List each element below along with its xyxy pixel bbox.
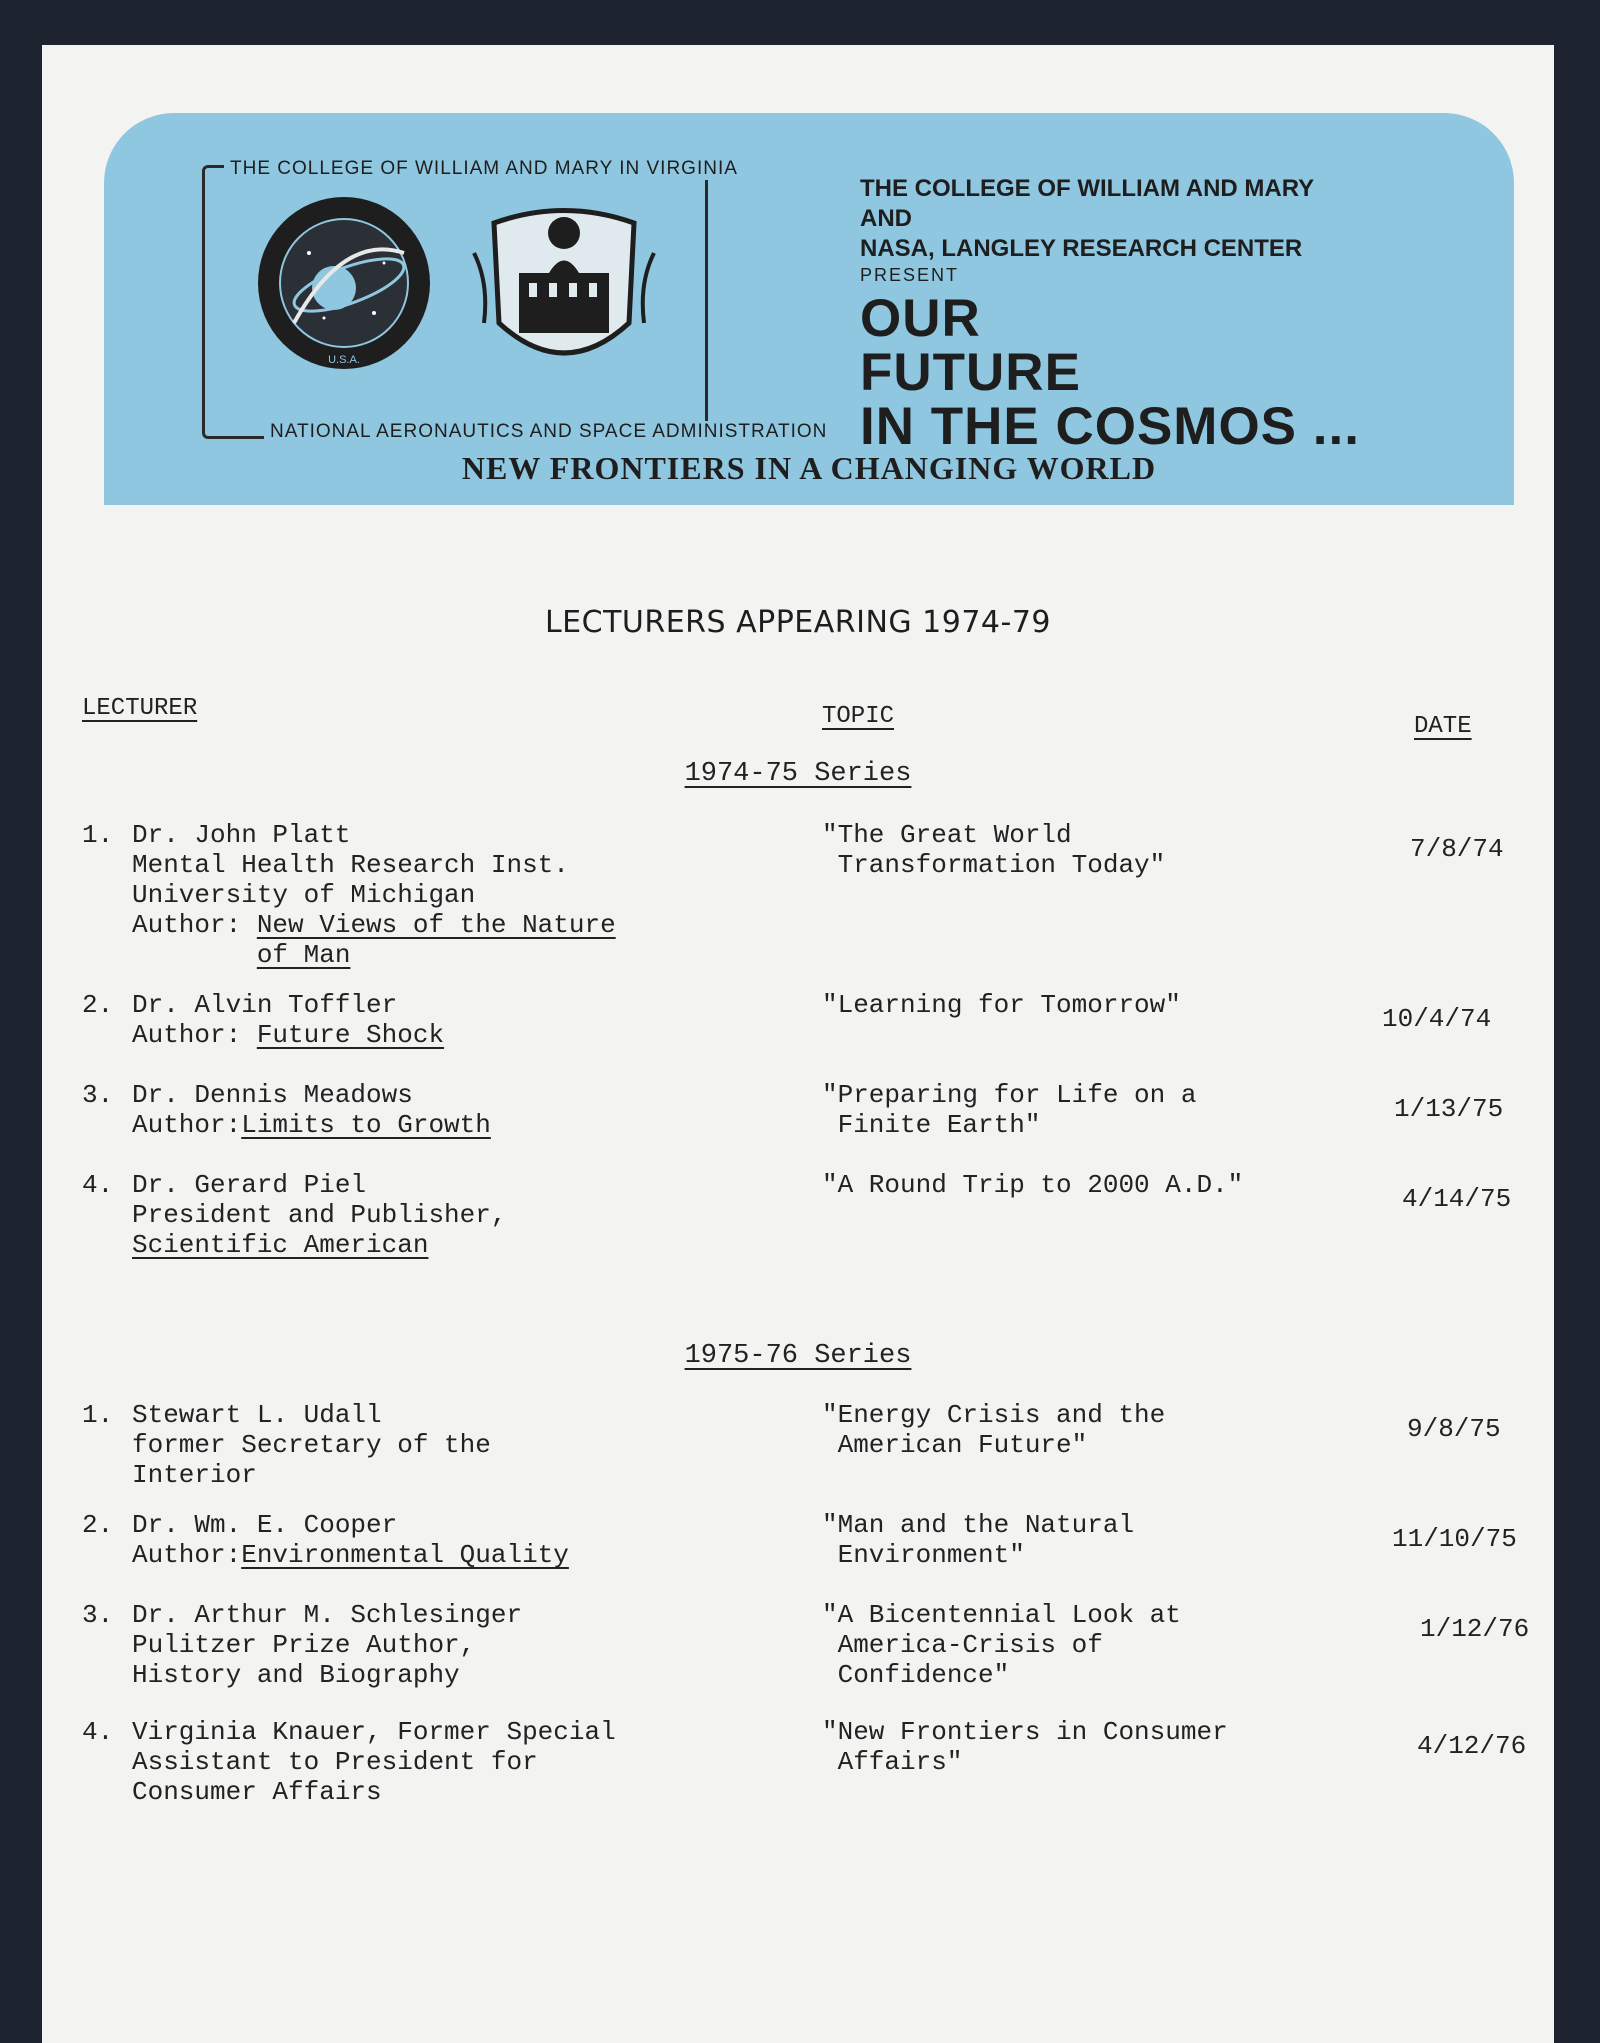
entry-number: 2.	[82, 990, 114, 1020]
lecture-topic	[822, 1600, 1181, 1690]
topic-line: American Future"	[822, 1430, 1088, 1460]
lecturer-info	[132, 1170, 506, 1260]
nasa-seal-icon	[254, 193, 434, 373]
lecturer-info	[132, 820, 616, 970]
topic-line: "Learning for Tomorrow"	[822, 990, 1181, 1020]
topic-line: "Energy Crisis and the	[822, 1400, 1166, 1430]
book-title: Environmental Quality	[241, 1540, 569, 1570]
column-header-topic: TOPIC	[822, 703, 895, 730]
topic-line: Confidence"	[822, 1660, 1010, 1690]
lecturer-info	[132, 1400, 491, 1490]
topic-line: Affairs"	[822, 1747, 963, 1777]
lecturer-line	[132, 940, 616, 970]
lecturer-line: Author:Limits to Growth	[132, 1110, 491, 1140]
event-title-line-1: OUR	[860, 289, 981, 348]
header-line-1: THE COLLEGE OF WILLIAM AND MARY	[860, 175, 1315, 202]
lecture-topic	[822, 1717, 1228, 1777]
entry-number: 4.	[82, 1170, 114, 1200]
entry-number: 3.	[82, 1600, 114, 1630]
lecturer-line: Interior	[132, 1460, 257, 1490]
lecturer-info	[132, 1717, 616, 1807]
lecturer-line: Author: Future Shock	[132, 1020, 445, 1050]
lecturer-line: Pulitzer Prize Author,	[132, 1630, 476, 1660]
topic-line: "Preparing for Life on a	[822, 1080, 1197, 1110]
lecturer-info	[132, 1600, 522, 1690]
topic-line: Transformation Today"	[822, 850, 1166, 880]
topic-line: Finite Earth"	[822, 1110, 1041, 1140]
present-label: PRESENT	[860, 265, 960, 285]
lecturer-line: Mental Health Research Inst.	[132, 850, 569, 880]
college-crest-icon	[464, 193, 664, 383]
entry-number: 3.	[82, 1080, 114, 1110]
lecture-topic	[822, 820, 1165, 880]
lecturer-line: Dr. Alvin Toffler	[132, 990, 398, 1020]
lecturer-line: Author:Environmental Quality	[132, 1540, 569, 1570]
lecture-date: 9/8/75	[1407, 1414, 1501, 1444]
book-title: Scientific American	[132, 1230, 429, 1260]
lecture-date: 4/14/75	[1402, 1184, 1512, 1214]
document-page	[42, 45, 1554, 2043]
lecture-date: 7/8/74	[1410, 834, 1504, 864]
header-banner	[104, 113, 1514, 505]
entry-number: 2.	[82, 1510, 114, 1540]
lecturer-line: former Secretary of the	[132, 1430, 491, 1460]
lecture-date: 1/13/75	[1394, 1094, 1504, 1124]
lecture-date: 11/10/75	[1392, 1524, 1517, 1554]
lecturer-line	[132, 1230, 506, 1260]
book-title: New Views of the Nature	[256, 910, 616, 940]
svg-text:U.S.A.: U.S.A.	[328, 354, 360, 366]
lecturer-line: Dr. John Platt	[132, 820, 351, 850]
topic-line: America-Crisis of	[822, 1630, 1103, 1660]
lecturer-info	[132, 1080, 491, 1140]
lecturer-line: President and Publisher,	[132, 1200, 507, 1230]
lecturer-line: Dr. Gerard Piel	[132, 1170, 367, 1200]
lecturer-line: Dr. Arthur M. Schlesinger	[132, 1600, 523, 1630]
topic-line: "New Frontiers in Consumer	[822, 1717, 1228, 1747]
topic-line: "The Great World	[822, 820, 1072, 850]
lecture-topic	[822, 1510, 1134, 1570]
book-title: Limits to Growth	[241, 1110, 491, 1140]
topic-line: "A Round Trip to 2000 A.D."	[822, 1170, 1244, 1200]
series-title: 1975-76 Series	[684, 1341, 912, 1371]
lecture-topic	[822, 990, 1181, 1020]
ring-text-top: THE COLLEGE OF WILLIAM AND MARY IN VIRGINIA	[224, 158, 744, 180]
lecturer-line: Author: New Views of the Nature	[132, 910, 616, 940]
lecturer-line: Stewart L. Udall	[132, 1400, 382, 1430]
lecture-topic	[822, 1170, 1243, 1200]
lecture-topic	[822, 1080, 1196, 1140]
column-header-lecturer: LECTURER	[82, 695, 198, 722]
book-title: of Man	[256, 940, 351, 970]
lecture-topic	[822, 1400, 1165, 1460]
ring-text-bottom: NATIONAL AERONAUTICS AND SPACE ADMINISTRATION	[264, 421, 833, 443]
lecture-date: 1/12/76	[1420, 1614, 1530, 1644]
lecturer-line: History and Biography	[132, 1660, 460, 1690]
header-line-2: AND	[860, 205, 912, 232]
lecture-date: 4/12/76	[1417, 1731, 1527, 1761]
header-line-3: NASA, LANGLEY RESEARCH CENTER	[860, 235, 1303, 262]
lecturer-line: University of Michigan	[132, 880, 476, 910]
book-title: Future Shock	[256, 1020, 445, 1050]
lecturer-line: Dr. Dennis Meadows	[132, 1080, 413, 1110]
document-title: LECTURERS APPEARING 1974-79	[544, 605, 1052, 640]
entry-number: 1.	[82, 1400, 114, 1430]
topic-line: "A Bicentennial Look at	[822, 1600, 1181, 1630]
topic-line: "Man and the Natural	[822, 1510, 1135, 1540]
tagline: NEW FRONTIERS IN A CHANGING WORLD	[461, 450, 1157, 486]
event-title-line-2: FUTURE	[860, 343, 1081, 402]
lecturer-line: Virginia Knauer, Former Special	[132, 1717, 616, 1747]
lecturer-line: Consumer Affairs	[132, 1777, 382, 1807]
event-title-line-3: IN THE COSMOS ...	[860, 397, 1360, 456]
series-title: 1974-75 Series	[684, 759, 912, 789]
entry-number: 1.	[82, 820, 114, 850]
lecturer-line: Dr. Wm. E. Cooper	[132, 1510, 398, 1540]
lecture-date: 10/4/74	[1382, 1004, 1492, 1034]
lecturer-info	[132, 1510, 569, 1570]
entry-number: 4.	[82, 1717, 114, 1747]
column-header-date: DATE	[1414, 713, 1472, 740]
lecturer-line: Assistant to President for	[132, 1747, 538, 1777]
lecturer-info	[132, 990, 444, 1050]
topic-line: Environment"	[822, 1540, 1025, 1570]
